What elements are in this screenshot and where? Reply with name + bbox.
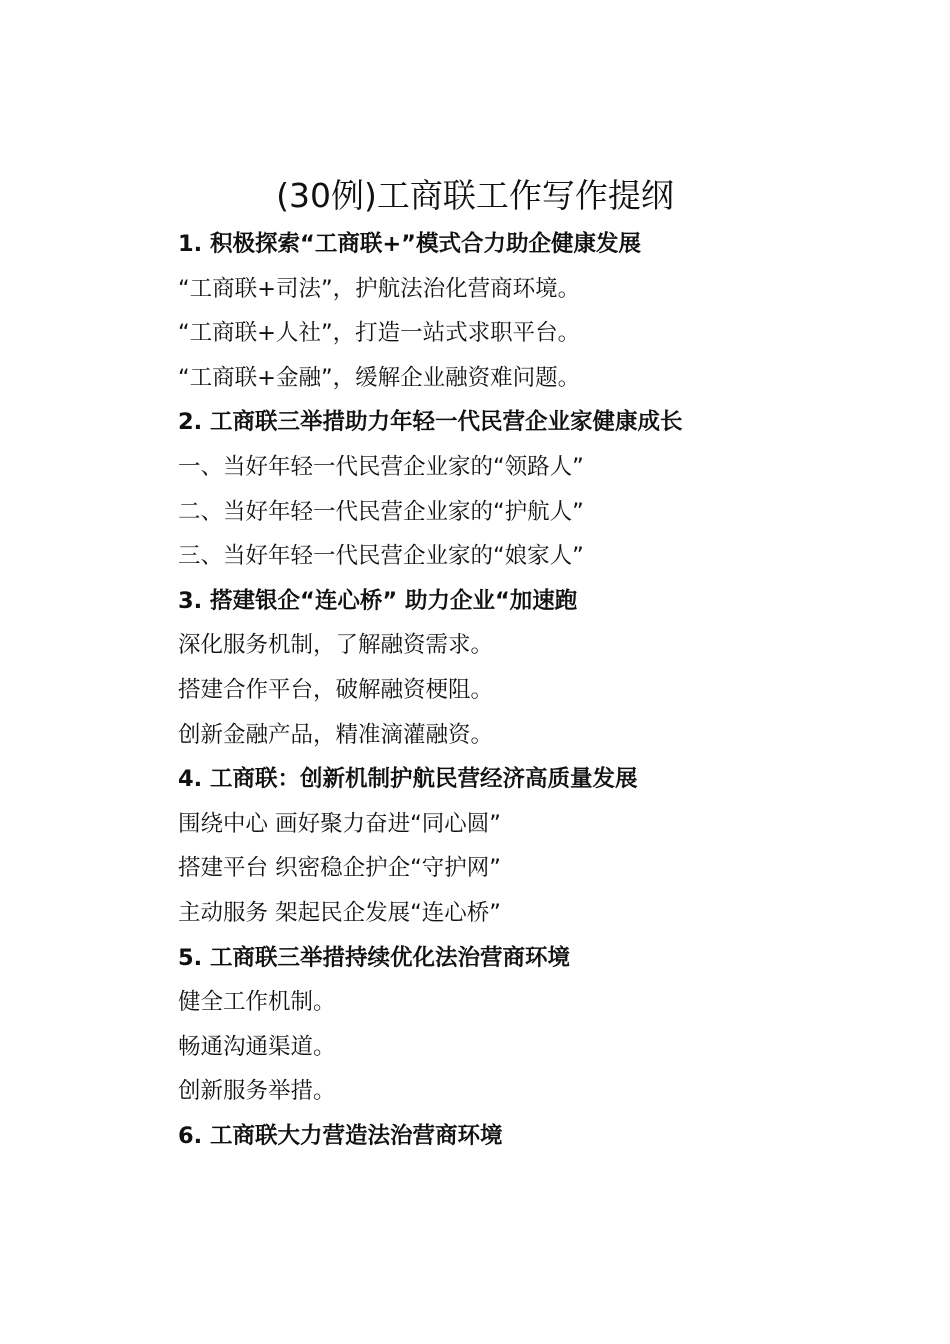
section-6-heading: 6. 工商联大力营造法治营商环境	[178, 1122, 503, 1149]
section-1-heading: 1. 积极探索“工商联+”模式合力助企健康发展	[178, 231, 641, 257]
section-5-item-3: 创新服务举措。	[178, 1078, 336, 1105]
section-2-item-1: 一、当好年轻一代民营企业家的“领路人”	[178, 453, 584, 480]
section-4-heading: 4. 工商联：创新机制护航民营经济高质量发展	[178, 766, 638, 793]
section-1-item-1: “工商联+司法”，护航法治化营商环境。	[178, 275, 581, 302]
section-2-item-3: 三、当好年轻一代民营企业家的“娘家人”	[178, 543, 584, 570]
section-1-item-3: “工商联+金融”，缓解企业融资难问题。	[178, 364, 581, 391]
section-2-heading: 2. 工商联三举措助力年轻一代民营企业家健康成长	[178, 409, 683, 436]
document-title: (30例)工商联工作写作提纲	[276, 176, 674, 215]
outline-list	[178, 222, 898, 1158]
section-3-item-1: 深化服务机制，了解融资需求。	[178, 632, 494, 659]
section-4-item-3: 主动服务 架起民企发展“连心桥”	[178, 899, 501, 926]
section-3-item-2: 搭建合作平台，破解融资梗阻。	[178, 676, 494, 703]
section-5-item-2: 畅通沟通渠道。	[178, 1033, 336, 1060]
section-2-item-2: 二、当好年轻一代民营企业家的“护航人”	[178, 498, 584, 525]
section-4-item-1: 围绕中心 画好聚力奋进“同心圆”	[178, 810, 501, 837]
section-1-item-2: “工商联+人社”，打造一站式求职平台。	[178, 320, 581, 347]
section-3-heading: 3. 搭建银企“连心桥” 助力企业“加速跑	[178, 587, 578, 614]
section-5-item-1: 健全工作机制。	[178, 989, 336, 1016]
section-4-item-2: 搭建平台 织密稳企护企“守护网”	[178, 855, 501, 882]
section-3-item-3: 创新金融产品，精准滴灌融资。	[178, 721, 494, 748]
section-5-heading: 5. 工商联三举措持续优化法治营商环境	[178, 944, 571, 971]
